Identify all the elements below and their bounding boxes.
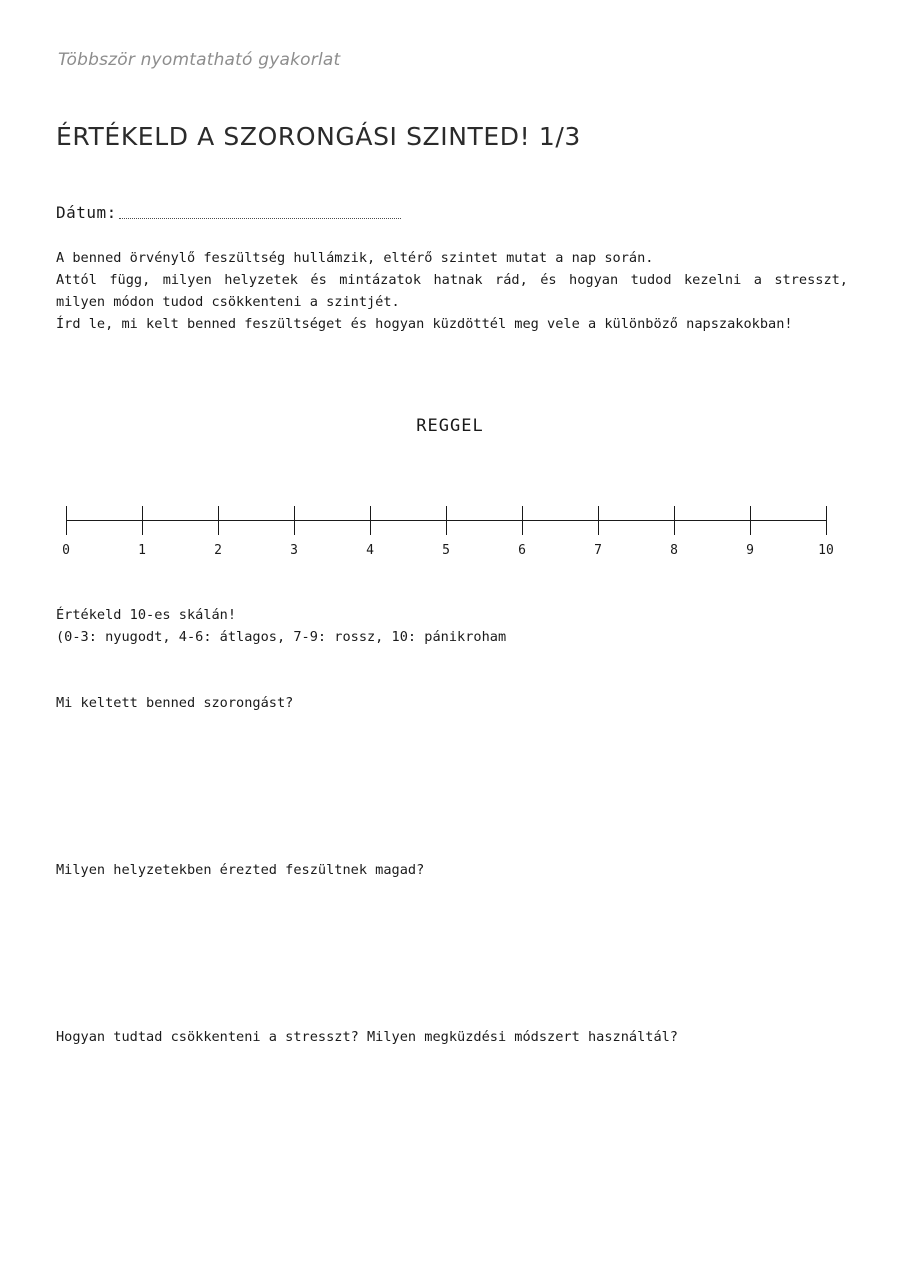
scale-tick [142,506,143,535]
scale-tick-label: 3 [290,543,298,558]
question-3 [56,1026,846,1048]
scale-tick-label: 7 [594,543,602,558]
scale-tick-label: 8 [670,543,678,558]
scale-tick-label: 0 [62,543,70,558]
scale-tick [66,506,67,535]
scale-tick [826,506,827,535]
scale-tick [674,506,675,535]
intro-line-2: Attól függ, milyen helyzetek és mintázatok hatnak rád, és hogyan tudod kezelni a stresszt, milyen módon tudod csökkenteni a szintjét. [56,272,848,310]
date-field-row [56,203,456,222]
scale-tick-label: 2 [214,543,222,558]
scale-tick [446,506,447,535]
question-1 [56,692,846,714]
section-label-morning: REGGEL [416,416,484,436]
intro-line-3: Írd le, mi kelt benned feszültséget és hogyan küzdöttél meg vele a különböző napszakokban! [56,316,793,332]
page-title: ÉRTÉKELD A SZORONGÁSI SZINTED! 1/3 [56,122,581,151]
page-kicker: Többször nyomtatható gyakorlat [58,50,341,70]
scale-tick-label: 6 [518,543,526,558]
scale-tick [598,506,599,535]
scale-tick-label: 1 [138,543,146,558]
intro-paragraph [56,247,848,335]
question-1-text: Mi keltett benned szorongást? [56,695,294,711]
scale-instructions [56,604,506,648]
date-label: Dátum: [56,203,117,222]
scale-tick-label: 9 [746,543,754,558]
scale-tick [370,506,371,535]
scale-tick-label: 10 [818,543,834,558]
question-2 [56,859,846,881]
scale-tick [294,506,295,535]
scale-tick-label: 4 [366,543,374,558]
intro-line-1: A benned örvénylő feszültség hullámzik, eltérő szintet mutat a nap során. [56,250,654,266]
scale-tick-label: 5 [442,543,450,558]
scale-tick [218,506,219,535]
question-3-text: Hogyan tudtad csökkenteni a stresszt? Milyen megküzdési módszert használtál? [56,1029,678,1045]
scale-instruction-line-2: (0-3: nyugodt, 4-6: átlagos, 7-9: rossz, 10: pánikroham [56,629,507,645]
anxiety-rating-scale[interactable] [62,500,834,570]
scale-tick [750,506,751,535]
date-input-line[interactable] [119,217,401,219]
scale-instruction-line-1: Értékeld 10-es skálán! [56,607,237,623]
scale-tick [522,506,523,535]
question-2-text: Milyen helyzetekben érezted feszültnek magad? [56,862,425,878]
